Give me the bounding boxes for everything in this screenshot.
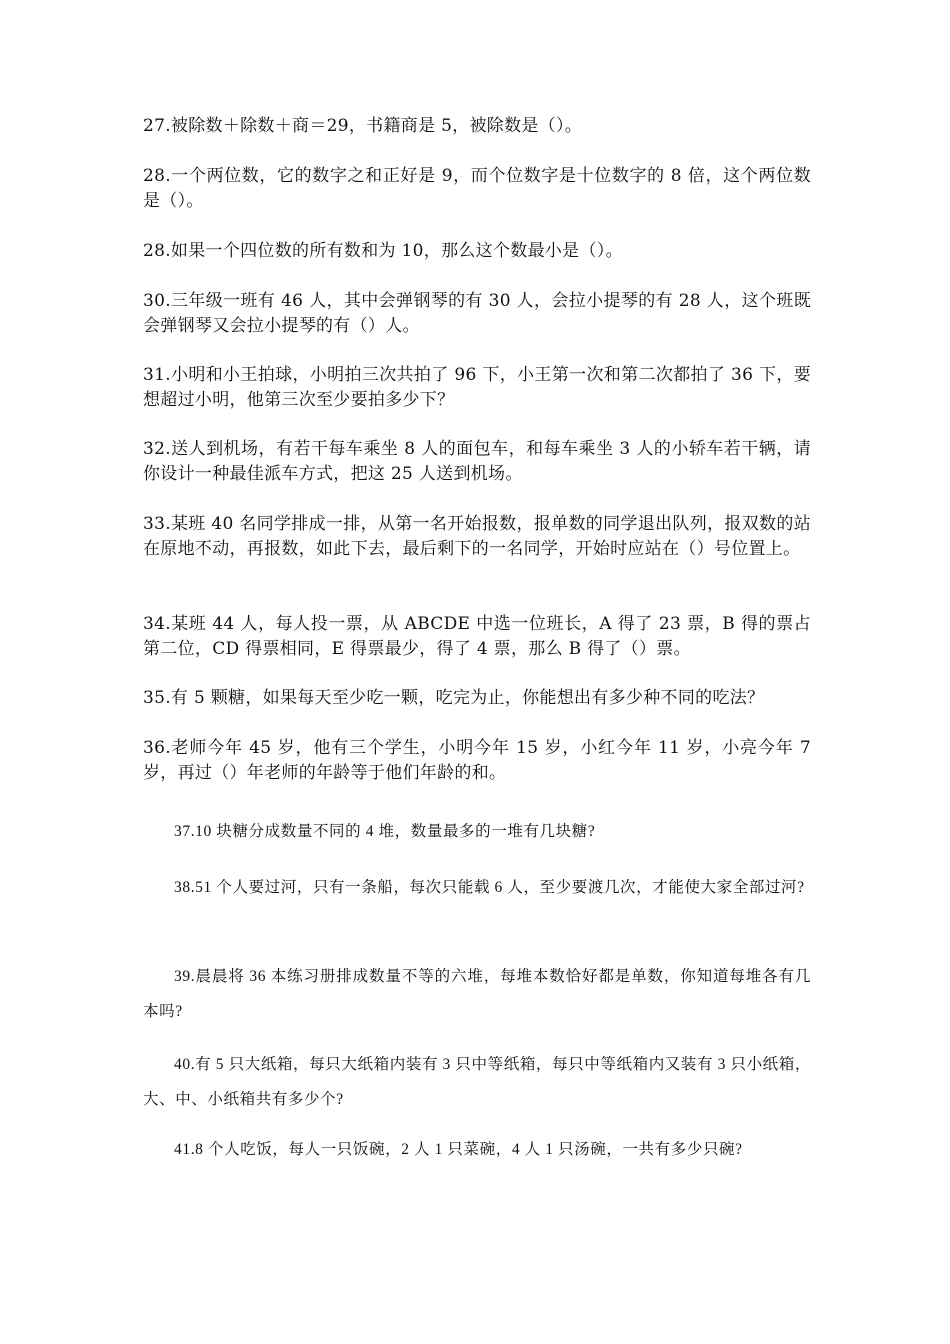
question-37: 37.10 块糖分成数量不同的 4 堆，数量最多的一堆有几块糖? [174,823,596,840]
question-34: 34.某班 44 人，每人投一票，从 ABCDE 中选一位班长，A 得了 23 票，B 得的票占第二位，CD 得票相同，E 得票最少，得了 4 票，那么 B 得了（）票。 [143,614,811,659]
question-28a: 28.一个两位数，它的数字之和正好是 9，而个位数字是十位数字的 8 倍，这个两位数是（）。 [143,166,811,211]
question-39: 39.晨晨将 36 本练习册排成数量不等的六堆，每堆本数恰好都是单数，你知道每堆各有几本吗? [143,968,811,1020]
question-30: 30.三年级一班有 46 人，其中会弹钢琴的有 30 人，会拉小提琴的有 28 人，这个班既会弹钢琴又会拉小提琴的有（）人。 [143,291,811,336]
question-41: 41.8 个人吃饭，每人一只饭碗，2 人 1 只菜碗，4 人 1 只汤碗，一共有多少只碗? [174,1141,743,1158]
question-31: 31.小明和小王拍球，小明拍三次共拍了 96 下，小王第一次和第二次都拍了 36 下，要想超过小明，他第三次至少要拍多少下？ [143,365,811,410]
question-35: 35.有 5 颗糖，如果每天至少吃一颗，吃完为止，你能想出有多少种不同的吃法？ [143,688,765,708]
question-33: 33.某班 40 名同学排成一排，从第一名开始报数，报单数的同学退出队列，报双数的站在原地不动，再报数，如此下去，最后剩下的一名同学，开始时应站在（）号位置上。 [143,514,811,559]
question-40: 40.有 5 只大纸箱，每只大纸箱内装有 3 只中等纸箱，每只中等纸箱内又装有 3 只小纸箱，大、中、小纸箱共有多少个? [143,1056,811,1108]
question-38: 38.51 个人要过河，只有一条船，每次只能载 6 人，至少要渡几次，才能使大家全部过河? [174,879,805,896]
question-36: 36.老师今年 45 岁，他有三个学生，小明今年 15 岁，小红今年 11 岁，小亮今年 7 岁，再过（）年老师的年龄等于他们年龄的和。 [143,738,811,783]
question-32: 32.送人到机场，有若干每车乘坐 8 人的面包车，和每车乘坐 3 人的小轿车若干辆，请你设计一种最佳派车方式，把这 25 人送到机场。 [143,439,811,484]
question-27: 27.被除数＋除数＋商＝29，书籍商是 5，被除数是（）。 [143,116,583,136]
question-28b: 28.如果一个四位数的所有数和为 10，那么这个数最小是（）。 [143,241,623,261]
